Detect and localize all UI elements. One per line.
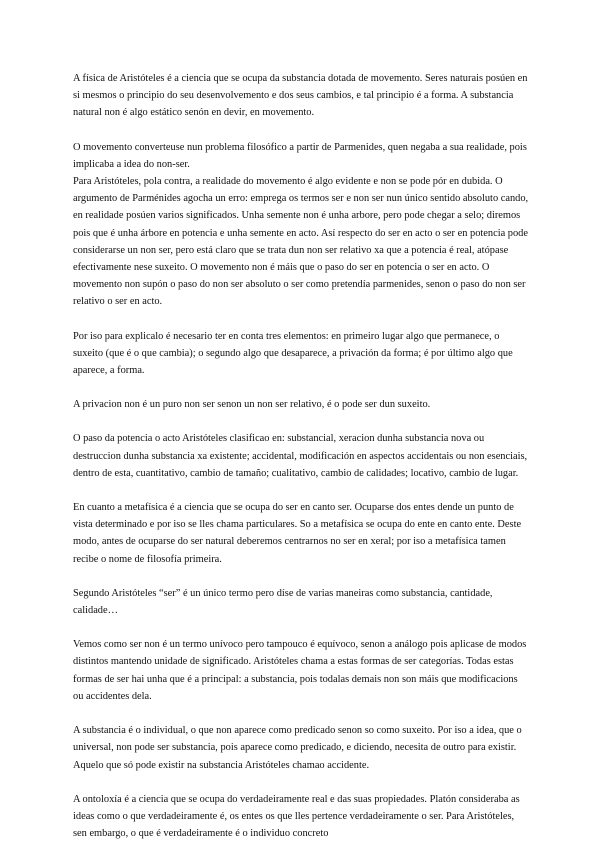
paragraph-three-elements: Por iso para explicalo é necesario ter en conta tres elementos: en primeiro lugar algo que permanece, o suxeito (que é o que cambia); o segundo algo que desaparece, a privación da forma; é por último algo que aparece, a forma. — [73, 330, 513, 377]
paragraph-substance: A substancia é o individual, o que non aparece como predicado senon so como suxeito. Por iso a idea, que o universal, non pode ser substancia, pois aparece como predicado, e diciendo, necesita de outro para existir. Aquelo que só pode existir na substancia Aristóteles chamao accidente. — [73, 725, 522, 771]
paragraph-privation: A privacion non é un puro non ser senon un non ser relativo, é o pode ser dun suxeito. — [73, 399, 431, 411]
paragraph-being: Segundo Aristóteles “ser” é un único termo pero díse de varias maneiras como substancia, cantidade, calidade… — [73, 587, 493, 617]
paragraph-aristotle-movement: Para Aristóteles, pola contra, a realidade do movemento é algo evidente e non se pode pór en dubida. O argumento de Parménides agocha un erro: emprega os termos ser e non ser nun único sentido absoluto cando, en realidade posúen varios significados. Unha semente non é unha arbore, pero pode chegar a selo; diremos pois que é unha árbore en potencia e unha semente en acto. Así respecto do ser en acto o ser en potencia pode considerarse un non ser, pero está claro que se trata dun non ser relativo xa que a potencia é real, atópase efectivamente nese suxeito. O movemento non é máis que o paso do ser en potencia o ser en acto. O movemento non supón o paso do non ser absoluto o ser como pretendía parmenides, senon o paso do non ser relativo o ser en acto. — [73, 176, 529, 308]
paragraph-metaphysics: En cuanto a metafísica é a ciencia que se ocupa do ser en canto ser. Ocuparse dos entes dende un punto de vista determinado e por iso se lles chama particulares. So a metafísica se ocupa do ente en canto ente. Deste modo, antes de ocuparse do ser natural deberemos centrarnos no ser en xeral; por iso a metafísica tamen recibe o nome de filosofía primeira. — [73, 502, 522, 565]
paragraph-change-types: O paso da potencia o acto Aristóteles clasificao en: substancial, xeracion dunha substancia nova ou destruccion dunha substancia xa existente; accidental, modificación en aspectos accidentais ou non esenciais, dentro de esta, cuantitativo, cambio de tamaño; cualitativo, cambio de calidades; locativo, cambio de lugar. — [73, 433, 528, 479]
paragraph-movement-problem: O movemento converteuse nun problema filosófico a partir de Parmenides, quen negaba a sua realidade, pois implicaba a idea do non-ser. — [73, 141, 527, 170]
paragraph-ontology: A ontoloxía é a ciencia que se ocupa do verdadeiramente real e das suas propiedades. Platón consideraba as ideas como o que verdadeiramente é, os entes os que lles pertence verdadeiramente o ser. Para Aristóteles, sen embargo, o que é verdadeiramente é o individuo concreto — [73, 793, 520, 840]
document-body — [73, 70, 529, 859]
paragraph-categories: Vemos como ser non é un termo unívoco pero tampouco é equívoco, senon a análogo pois aplicase de modos distintos mantendo unidade de significado. Aristóteles chama a estas formas de ser categorías. Todas estas formas de ser hai unha que é a principal: a substancia, pois todalas demais non son máis que modificacions ou accidentes dela. — [73, 639, 527, 702]
paragraph-physics: A física de Aristóteles é a ciencia que se ocupa da substancia dotada de movemento. Seres naturais posúen en si mesmos o principio do seu desenvolvemento e dos seus cambios, e tal principio é a forma. A substancia natural non é algo estático senón en devir, en movemento. — [73, 73, 528, 119]
